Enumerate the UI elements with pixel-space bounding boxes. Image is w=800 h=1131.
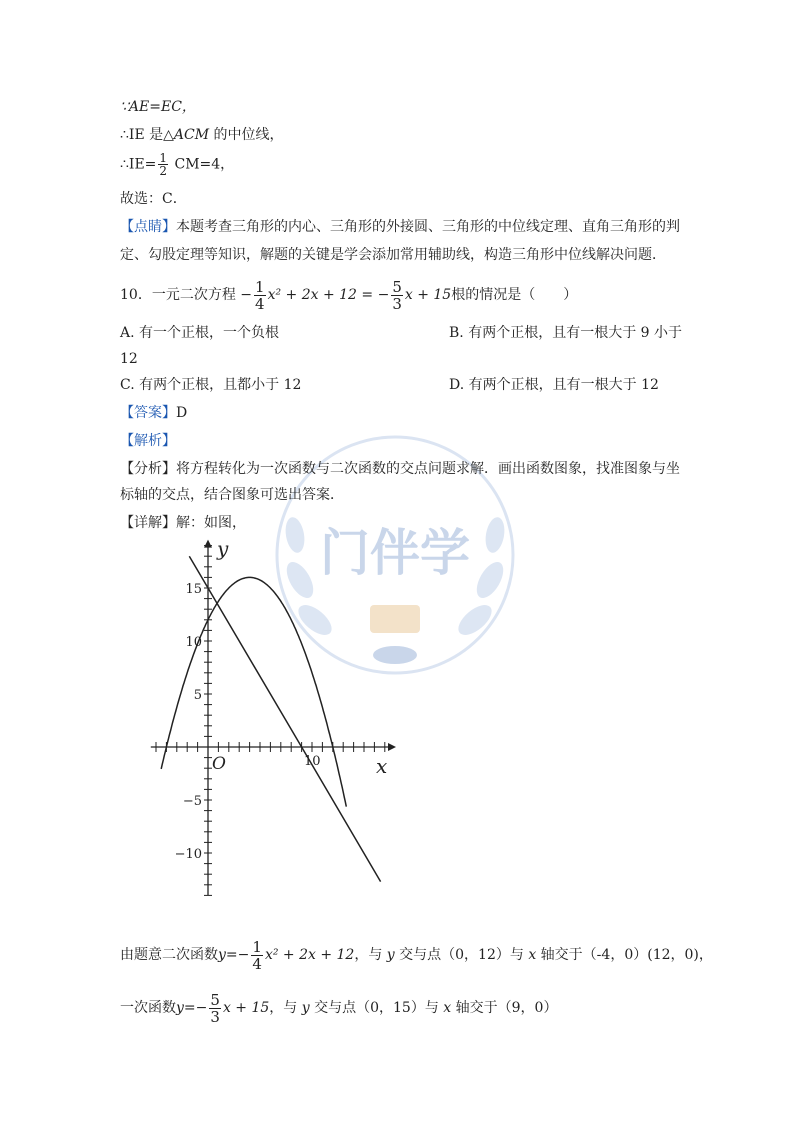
option-a: A. 有一个正根，一个负根: [120, 325, 280, 341]
analysis-label: 【解析】: [120, 433, 176, 449]
line-2: ∴IE 是△ACM 的中位线，: [120, 127, 284, 143]
line-1: ∵AE=EC，: [120, 99, 196, 115]
dianjing-line: 【点睛】本题考查三角形的内心、三角形的外接圆、三角形的中位线定理、直角三角形的判: [120, 219, 680, 235]
option-b-continued: 12: [120, 351, 138, 367]
line-3: ∴IE= $\frac{1}{2}$ CM=4，: [120, 151, 235, 178]
linear-function-line: [189, 556, 380, 881]
answer-line: 【答案】D: [120, 405, 188, 421]
parabola-curve: [161, 577, 346, 806]
fraction-five-thirds: $\frac{5}{3}$: [392, 277, 402, 313]
y-axis-arrow: [204, 540, 212, 548]
option-b: B. 有两个正根，且有一根大于 9 小于: [449, 325, 682, 341]
function-graph: [120, 535, 410, 910]
line-4: 故选：C．: [120, 191, 187, 207]
y-tick-label: −5: [182, 794, 202, 809]
x-tick-label: 10: [304, 754, 321, 769]
fenxi-line-1: 【分析】将方程转化为一次函数与二次函数的交点问题求解．画出函数图象，找准图象与坐: [120, 461, 680, 477]
y-axis-label: y: [217, 536, 229, 561]
option-c: C. 有两个正根，且都小于 12: [120, 377, 302, 393]
fraction-half: $\frac{1}{2}$: [159, 151, 168, 178]
bottom-line-1: 由题意二次函数y=− $\frac{1}{4}$ x² + 2x + 12，与 y 交与点（0，12）与 x 轴交于（-4，0）(12，0)，: [120, 937, 713, 973]
question-10: 10．一元二次方程 − $\frac{1}{4}$ x² + 2x + 12 = − $\frac{5}{3}$ x + 15根的情况是（ ）: [120, 277, 578, 313]
y-tick-label: −10: [174, 847, 202, 862]
option-d: D. 有两个正根，且有一根大于 12: [449, 377, 659, 393]
x-axis-label: x: [376, 754, 388, 778]
fraction-one-quarter-bottom: $\frac{1}{4}$: [252, 937, 262, 973]
y-tick-label: 15: [185, 582, 202, 597]
y-tick-label: 5: [193, 688, 202, 703]
bottom-line-2: 一次函数y=− $\frac{5}{3}$ x + 15，与 y 交与点（0，15）与 x 轴交于（9，0）: [120, 990, 558, 1026]
fenxi-line-2: 标轴的交点，结合图象可选出答案．: [120, 487, 344, 503]
fraction-five-thirds-bottom: $\frac{5}{3}$: [210, 990, 220, 1026]
detail-line: 【详解】解：如图，: [120, 515, 246, 531]
y-tick-label: 10: [185, 635, 202, 650]
x-axis-arrow: [388, 743, 396, 751]
dianjing-line-2: 定、勾股定理等知识，解题的关键是学会添加常用辅助线，构造三角形中位线解决问题．: [120, 247, 666, 263]
watermark-text: 门伴学: [320, 524, 470, 582]
fraction-one-quarter: $\frac{1}{4}$: [255, 277, 265, 313]
origin-label: O: [212, 754, 226, 774]
